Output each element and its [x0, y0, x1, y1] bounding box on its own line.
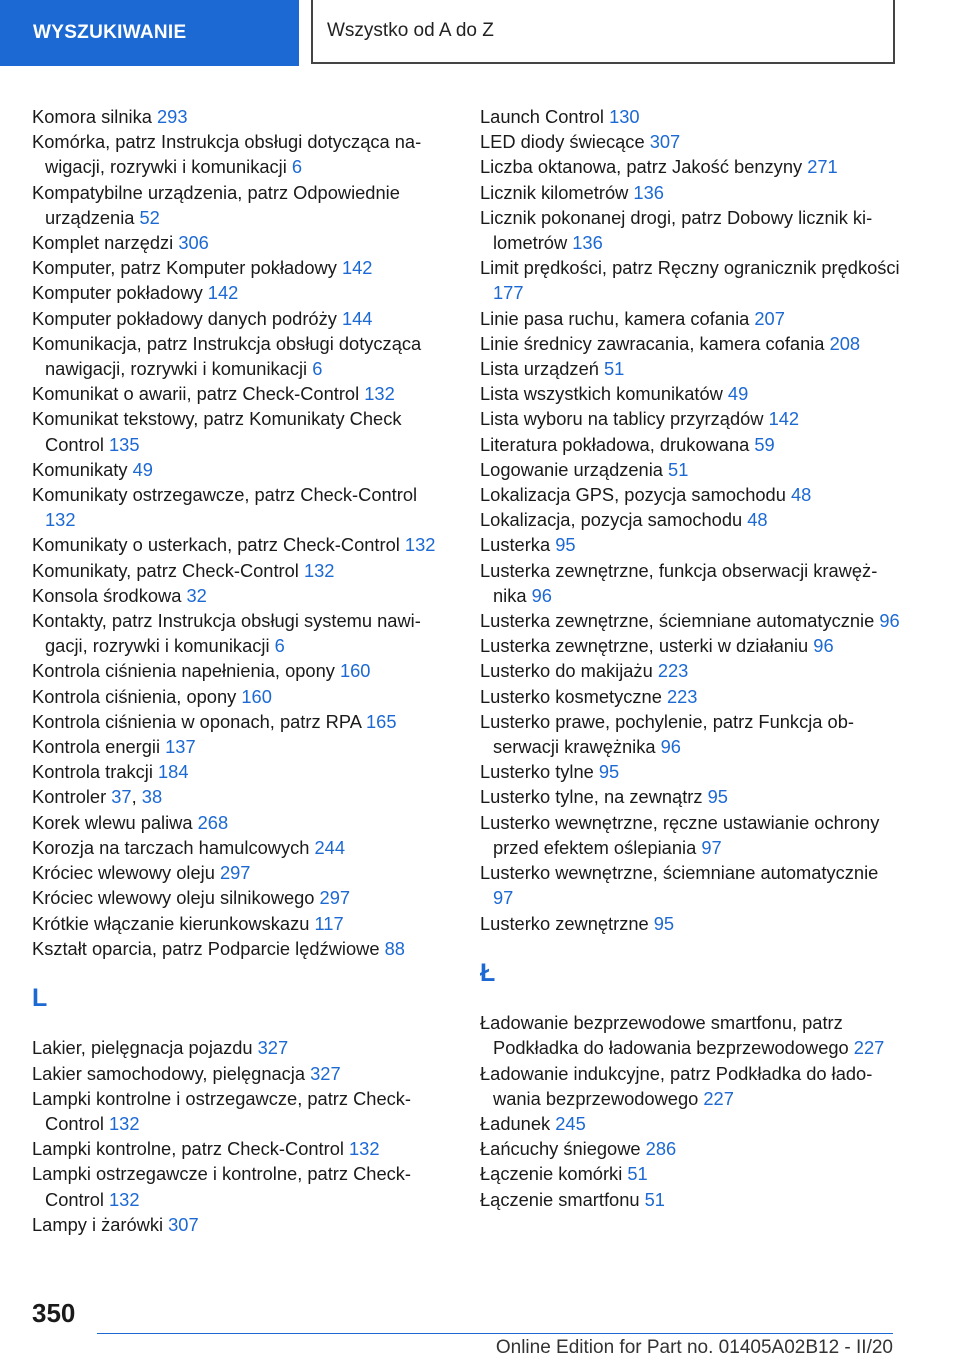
index-entry-text: Komplet narzędzi	[32, 232, 179, 254]
page-link[interactable]: 95	[653, 912, 675, 934]
page-separator: ,	[131, 786, 142, 808]
index-entry-text: Lusterko kosmetyczne	[480, 685, 667, 707]
index-entry-text: Lusterka	[480, 534, 556, 556]
index-entry	[32, 255, 452, 280]
page-link[interactable]: 132	[364, 383, 395, 405]
page-link[interactable]: 227	[853, 1037, 885, 1059]
section-letter: L	[32, 983, 48, 1012]
index-entry	[32, 406, 452, 456]
index-entry-text: Ładowanie bezprzewodowe smartfonu, patrz Podkładka do ładowania bezprzewodowego	[480, 1012, 854, 1059]
page-number: 350	[32, 1298, 76, 1328]
index-entry-text: Komunikat tekstowy, patrz Komunikaty Check Control	[32, 408, 402, 455]
index-entry	[32, 180, 452, 230]
page-link[interactable]: 117	[314, 912, 344, 934]
index-entry	[480, 784, 900, 809]
page-link[interactable]: 48	[790, 484, 812, 506]
page-link[interactable]: 142	[768, 408, 800, 430]
index-entry	[32, 331, 452, 381]
index-entry	[480, 381, 900, 406]
index-entry	[480, 658, 900, 683]
index-entry	[480, 1161, 900, 1186]
page-link[interactable]: 142	[341, 257, 373, 279]
index-entry	[32, 532, 452, 557]
index-entry-text: Lusterko do makijażu	[480, 660, 658, 682]
index-entry-text: Komputer pokładowy	[32, 282, 208, 304]
footer-divider	[97, 1333, 893, 1334]
page-link[interactable]: 96	[813, 635, 834, 657]
index-entry-text: Lampy i żarówki	[32, 1213, 169, 1235]
index-entry-text: Komunikat o awarii, patrz Check-Control	[32, 383, 365, 405]
index-entry-text: Lokalizacja, pozycja samochodu	[480, 509, 748, 531]
page-link[interactable]: 49	[727, 383, 749, 405]
index-entry	[480, 432, 900, 457]
page-link[interactable]: 245	[555, 1112, 586, 1134]
index-entry-text: Licznik pokonanej drogi, patrz Dobowy licznik kilometrów	[480, 206, 873, 254]
page-link[interactable]: 48	[747, 509, 768, 531]
index-entry	[480, 633, 900, 658]
index-entry	[32, 129, 452, 179]
page-link[interactable]: 97	[493, 887, 514, 909]
index-entry-text: Króciec wlewowy oleju	[32, 862, 220, 884]
page-link[interactable]: 297	[319, 887, 351, 909]
index-entry-text: Lusterko wewnętrzne, ściemniane automatycznie	[480, 862, 879, 884]
index-entry-text: Kompatybilne urządzenia, patrz Odpowiednie urządzenia	[32, 181, 400, 228]
page-link[interactable]: 49	[132, 458, 153, 480]
index-entry-text: Łańcuchy śniegowe	[480, 1138, 646, 1160]
index-entry	[32, 860, 452, 885]
page-link[interactable]: 96	[879, 610, 900, 632]
page-link[interactable]: 227	[703, 1087, 734, 1109]
page-link[interactable]: 132	[404, 534, 436, 556]
page-link[interactable]: 223	[657, 660, 689, 682]
index-entry	[480, 331, 900, 356]
index-entry	[32, 658, 452, 683]
index-entry	[32, 709, 452, 734]
index-entry	[480, 759, 900, 784]
index-entry-text: Łączenie komórki	[480, 1163, 628, 1185]
page-link[interactable]: 136	[633, 181, 664, 203]
index-entry-text: Korozja na tarczach hamulcowych	[32, 836, 315, 858]
index-entry	[32, 684, 452, 709]
page-link[interactable]: 6	[312, 358, 323, 380]
index-entry	[480, 860, 900, 910]
index-entry-text: Launch Control	[480, 106, 610, 127]
index-entry-text: Lusterko wewnętrzne, ręczne ustawianie ochrony przed efektem oślepiania	[480, 811, 880, 858]
index-entry-text: Lusterko prawe, pochylenie, patrz Funkcja obserwacji krawężnika	[480, 710, 854, 758]
page-link[interactable]: 95	[707, 786, 728, 808]
index-entry-text: Lakier samochodowy, pielęgnacja	[32, 1062, 311, 1084]
index-entry-text: Lusterko tylne, na zewnątrz	[480, 786, 708, 808]
index-entry-text: Lista wszystkich komunikatów	[480, 383, 728, 405]
index-entry-text: Lakier, pielęgnacja pojazdu	[32, 1037, 258, 1059]
page-link[interactable]: 271	[807, 156, 838, 178]
index-entry	[480, 558, 900, 608]
index-entry	[32, 1086, 452, 1136]
index-entry-text: Lampki kontrolne, patrz Check-Control	[32, 1138, 350, 1160]
page-link[interactable]: 132	[109, 1112, 140, 1134]
page-link[interactable]: 306	[178, 232, 209, 254]
index-entry-text: Kontrola ciśnienia, opony	[32, 685, 242, 707]
page-link[interactable]: 96	[531, 584, 552, 606]
page-link[interactable]: 51	[668, 458, 689, 480]
page-link[interactable]: 59	[754, 433, 775, 455]
index-entry	[32, 835, 452, 860]
page-link[interactable]: 286	[645, 1138, 677, 1160]
index-entry	[32, 1035, 452, 1060]
tab-a-to-z[interactable]: Wszystko od A do Z	[311, 0, 895, 64]
index-entry-text: Lusterko tylne	[480, 761, 599, 783]
index-entry-text: Lusterka zewnętrzne, ściemniane automatycznie	[480, 610, 880, 632]
page-link[interactable]: 223	[666, 685, 698, 707]
index-entry-text: Logowanie urządzenia	[480, 458, 669, 480]
page-link[interactable]: 307	[649, 131, 681, 153]
index-entry-text: Liczba oktanowa, patrz Jakość benzyny	[480, 156, 808, 178]
index-entry	[480, 154, 900, 179]
index-entry-text: Lampki ostrzegawcze i kontrolne, patrz Check-Control	[32, 1163, 411, 1210]
index-entry-text: Limit prędkości, patrz Ręczny ogranicznik prędkości	[480, 257, 900, 279]
page-link[interactable]: 51	[603, 358, 625, 380]
index-entry-text: Komunikaty, patrz Check-Control	[32, 559, 304, 581]
index-entry-text: Korek wlewu paliwa	[32, 811, 198, 833]
index-entry-text: LED diody świecące	[480, 131, 650, 153]
page-link[interactable]: 132	[349, 1138, 380, 1160]
index-entry-text: Komora silnika	[32, 106, 157, 127]
page-link[interactable]: 88	[384, 937, 405, 959]
page-link[interactable]: 97	[701, 836, 722, 858]
index-entry-text: Linie średnicy zawracania, kamera cofania	[480, 332, 830, 354]
index-entry	[480, 1187, 900, 1212]
index-entry-text: Lista wyboru na tablicy przyrządów	[480, 408, 769, 430]
index-entry-text: Kontrola energii	[32, 736, 166, 758]
page-link[interactable]: 37	[111, 786, 132, 808]
index-entry	[32, 457, 452, 482]
page-link[interactable]: 132	[109, 1188, 140, 1210]
page-link[interactable]: 95	[598, 761, 620, 783]
index-entry-text: Komunikaty o usterkach, patrz Check-Control	[32, 534, 405, 556]
index-entry	[480, 810, 900, 860]
index-column-left	[32, 104, 452, 1237]
index-entry	[480, 684, 900, 709]
page-link[interactable]: 184	[158, 761, 189, 783]
page-link[interactable]: 51	[644, 1188, 665, 1210]
index-entry	[480, 104, 900, 129]
index-entry-text: Kształt oparcia, patrz Podparcie lędźwiowe	[32, 937, 385, 959]
page-link[interactable]: 132	[45, 509, 76, 531]
index-entry	[480, 356, 900, 381]
page-link[interactable]: 6	[291, 156, 303, 178]
index-entry	[480, 911, 900, 936]
index-entry	[32, 306, 452, 331]
index-entry-text: Komputer pokładowy danych podróży	[32, 307, 342, 329]
page-link[interactable]: 327	[310, 1062, 341, 1084]
index-entry	[32, 885, 452, 910]
index-entry-text: Krótkie włączanie kierunkowskazu	[32, 912, 315, 934]
index-entry-text: Lokalizacja GPS, pozycja samochodu	[480, 484, 791, 506]
index-entry	[32, 104, 452, 129]
index-entry-text: Ładowanie indukcyjne, patrz Podkładka do ładowania bezprzewodowego	[480, 1062, 873, 1109]
page-link[interactable]: 327	[257, 1037, 289, 1059]
index-entry	[480, 406, 900, 431]
page-link[interactable]: 32	[186, 584, 207, 606]
index-column-right	[480, 104, 900, 1212]
index-entry	[32, 810, 452, 835]
index-entry	[480, 180, 900, 205]
index-entry	[480, 532, 900, 557]
index-entry-text: Lusterka zewnętrzne, funkcja obserwacji krawężnika	[480, 559, 878, 606]
section-letter: Ł	[480, 958, 496, 987]
index-entry	[32, 734, 452, 759]
index-entry	[480, 1010, 900, 1060]
tab-search[interactable]: WYSZUKIWANIE	[0, 0, 299, 66]
page-link[interactable]: 130	[609, 106, 640, 127]
page-header	[0, 0, 960, 66]
index-entry-text: Kontroler	[32, 786, 112, 808]
index-entry	[480, 482, 900, 507]
index-entry	[32, 936, 452, 961]
index-entry	[32, 558, 452, 583]
index-entry	[480, 255, 900, 305]
index-entry	[480, 1111, 900, 1136]
index-entry	[480, 457, 900, 482]
page-link[interactable]: 136	[572, 232, 603, 254]
page-link[interactable]: 144	[341, 307, 373, 329]
page-link[interactable]: 208	[829, 332, 861, 354]
index-entry	[32, 608, 452, 658]
page-link[interactable]: 207	[754, 307, 785, 329]
index-entry	[480, 129, 900, 154]
index-entry	[32, 583, 452, 608]
page-link[interactable]: 165	[366, 710, 397, 732]
page-link[interactable]: 160	[339, 660, 371, 682]
page-link[interactable]: 95	[555, 534, 576, 556]
page-link[interactable]: 51	[627, 1163, 648, 1185]
index-entry	[32, 1212, 452, 1237]
index-entry	[32, 280, 452, 305]
index-entry-text: Literatura pokładowa, drukowana	[480, 433, 755, 455]
index-entry-text: Komórka, patrz Instrukcja obsługi dotycząca nawigacji, rozrywki i komunikacji	[32, 131, 422, 178]
index-entry	[480, 507, 900, 532]
index-entry	[32, 482, 452, 532]
index-entry	[480, 205, 900, 255]
page-link[interactable]: 96	[660, 736, 681, 758]
page-link[interactable]: 160	[241, 685, 272, 707]
index-entry-text: Komputer, patrz Komputer pokładowy	[32, 257, 342, 279]
index-entry	[32, 1136, 452, 1161]
index-entry	[32, 230, 452, 255]
index-entry	[480, 1061, 900, 1111]
index-entry-text: Komunikacja, patrz Instrukcja obsługi dotycząca nawigacji, rozrywki i komunikacji	[32, 332, 422, 380]
page-link[interactable]: 52	[139, 206, 160, 228]
index-entry	[32, 381, 452, 406]
index-entry-text: Komunikaty	[32, 458, 133, 480]
index-entry-text: Ładunek	[480, 1112, 556, 1134]
index-entry-text: Linie pasa ruchu, kamera cofania	[480, 307, 755, 329]
page-link[interactable]: 142	[207, 282, 239, 304]
index-entry-text: Kontrola trakcji	[32, 761, 158, 783]
index-entry	[32, 1061, 452, 1086]
index-entry-text: Kontrola ciśnienia napełnienia, opony	[32, 660, 340, 682]
footer-edition: Online Edition for Part no. 01405A02B12 - II/20	[495, 1337, 893, 1358]
page-link[interactable]: 177	[493, 282, 524, 304]
index-entry	[480, 306, 900, 331]
page-link[interactable]: 293	[156, 106, 188, 127]
page-link[interactable]: 6	[274, 635, 285, 657]
index-entry-text: Lusterko zewnętrzne	[480, 912, 654, 934]
index-entry-text: Lampki kontrolne i ostrzegawcze, patrz Check-Control	[32, 1087, 411, 1134]
page-link[interactable]: 244	[314, 836, 345, 858]
index-entry	[32, 911, 452, 936]
page-link[interactable]: 135	[109, 433, 140, 455]
index-entry	[32, 784, 452, 809]
index-entry-text: Lusterka zewnętrzne, usterki w działaniu	[480, 635, 814, 657]
index-entry-text: Licznik kilometrów	[480, 181, 634, 203]
index-entry	[480, 1136, 900, 1161]
page-link[interactable]: 132	[303, 559, 335, 581]
index-entry-text: Lista urządzeń	[480, 358, 604, 380]
index-entry-text: Łączenie smartfonu	[480, 1188, 645, 1210]
index-entry-text: Konsola środkowa	[32, 584, 187, 606]
index-entry	[480, 608, 900, 633]
index-entry-text: Kontakty, patrz Instrukcja obsługi systemu nawigacji, rozrywki i komunikacji	[32, 610, 421, 657]
page-link[interactable]: 137	[165, 736, 196, 758]
page-link[interactable]: 307	[168, 1213, 199, 1235]
index-entry-text: Komunikaty ostrzegawcze, patrz Check-Control	[32, 484, 418, 506]
page-link[interactable]: 297	[219, 862, 251, 884]
page-link[interactable]: 268	[197, 811, 229, 833]
index-entry	[32, 1161, 452, 1211]
page-link[interactable]: 38	[141, 786, 163, 808]
index-entry	[32, 759, 452, 784]
index-entry-text: Króciec wlewowy oleju silnikowego	[32, 887, 320, 909]
index-entry-text: Kontrola ciśnienia w oponach, patrz RPA	[32, 710, 366, 732]
index-entry	[480, 709, 900, 759]
